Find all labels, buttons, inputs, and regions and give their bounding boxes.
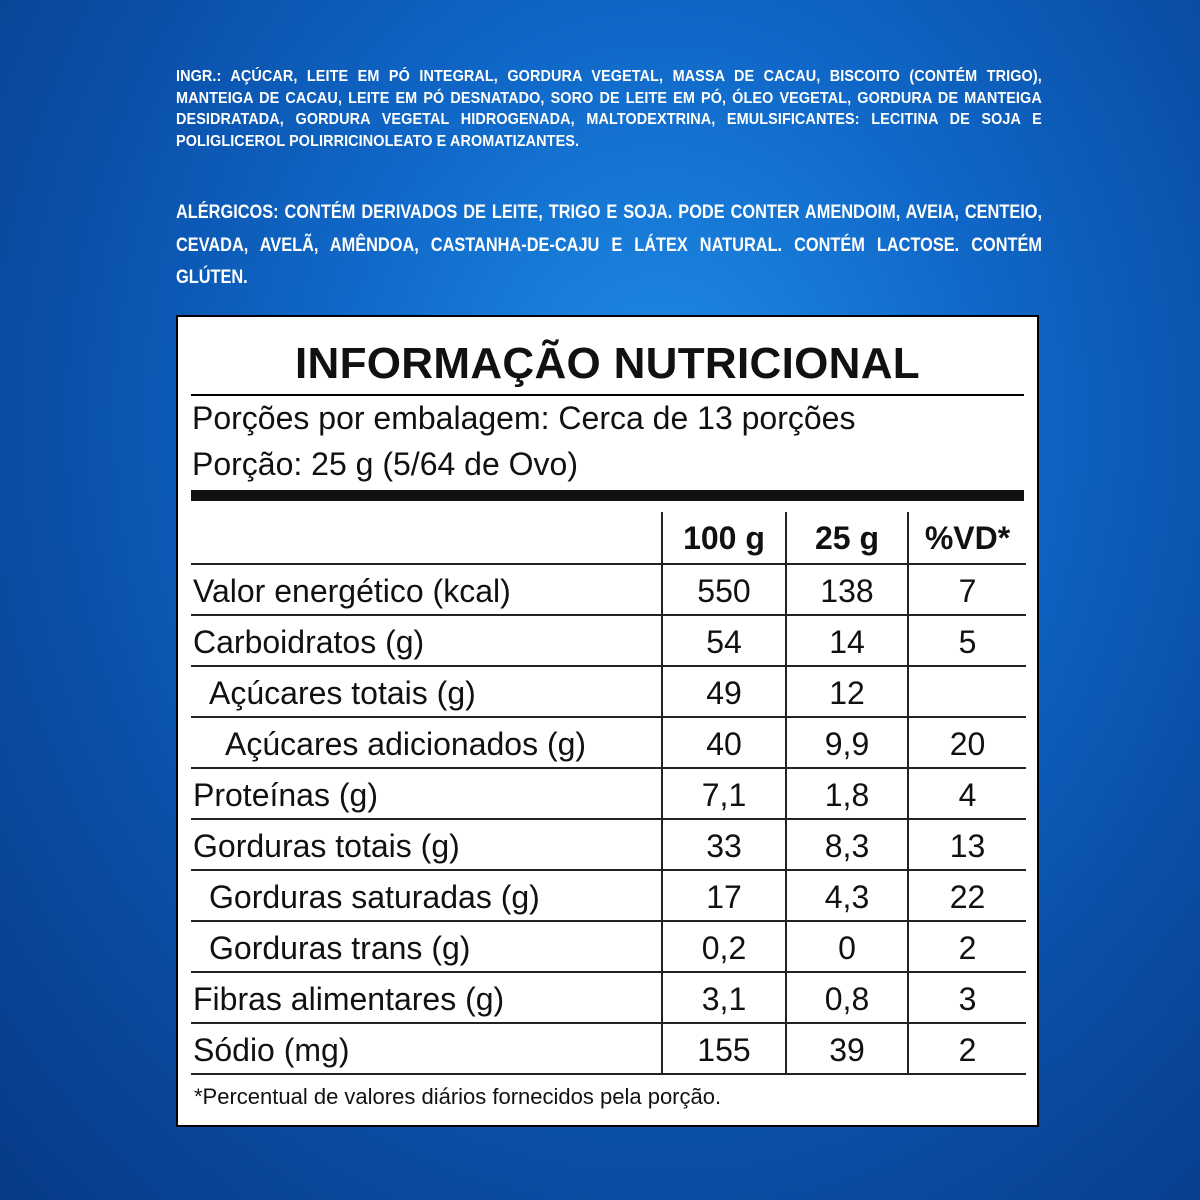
footnote: *Percentual de valores diários fornecidos pela porção. xyxy=(194,1084,722,1109)
value-daily-percent: 2 xyxy=(958,1032,977,1068)
table-row xyxy=(191,718,1026,769)
nutrient-label: Gorduras trans (g) xyxy=(209,930,471,966)
value-per-25g: 138 xyxy=(820,573,874,609)
table-row xyxy=(191,973,1026,1024)
nutrient-label: Açúcares totais (g) xyxy=(209,675,476,711)
value-per-100g: 3,1 xyxy=(701,981,747,1017)
value-daily-percent: 4 xyxy=(958,777,977,813)
nutrient-label: Gorduras totais (g) xyxy=(193,828,460,864)
value-per-100g: 54 xyxy=(706,624,742,660)
value-per-100g: 49 xyxy=(706,675,742,711)
serving-size: Porção: 25 g (5/64 de Ovo) xyxy=(192,446,578,482)
table-row xyxy=(191,922,1026,973)
nutrient-label: Açúcares adicionados (g) xyxy=(225,726,587,762)
value-per-25g: 4,3 xyxy=(824,879,870,915)
table-row xyxy=(191,667,1026,718)
allergens-text: ALÉRGICOS: CONTÉM DERIVADOS DE LEITE, TRIGO E SOJA. PODE CONTER AMENDOIM, AVEIA, CENTEIO, CEVADA, AVELÃ, AMÊNDOA, CASTANHA-DE-CAJU E LÁTEX NATURAL. CONTÉM LACTOSE. CONTÉM GLÚTEN. xyxy=(176,202,1043,288)
table-row xyxy=(191,820,1026,871)
table-row xyxy=(191,1024,1026,1075)
value-per-25g: 12 xyxy=(829,675,865,711)
value-per-25g: 0 xyxy=(838,930,856,966)
value-daily-percent: 2 xyxy=(958,930,977,966)
servings-per-package: Porções por embalagem: Cerca de 13 porções xyxy=(192,400,856,436)
nutrient-label: Proteínas (g) xyxy=(193,777,378,813)
value-daily-percent: 20 xyxy=(949,726,986,762)
value-daily-percent: 3 xyxy=(958,981,977,1017)
nutrient-label: Carboidratos (g) xyxy=(193,624,425,660)
value-daily-percent: 5 xyxy=(958,624,977,660)
header-daily-value: %VD* xyxy=(924,520,1011,556)
value-per-25g: 14 xyxy=(829,624,865,660)
value-per-25g: 39 xyxy=(829,1032,865,1068)
table-bottom-rule xyxy=(191,1073,1026,1075)
value-per-100g: 7,1 xyxy=(701,777,747,813)
value-per-100g: 0,2 xyxy=(701,930,747,966)
value-daily-percent: 22 xyxy=(949,879,986,915)
table-row xyxy=(191,565,1026,616)
nutrient-label: Fibras alimentares (g) xyxy=(193,981,505,1017)
value-per-25g: 1,8 xyxy=(824,777,870,813)
value-per-100g: 33 xyxy=(706,828,742,864)
nutrition-facts-panel xyxy=(176,315,1039,1127)
value-per-100g: 550 xyxy=(697,573,751,609)
value-per-25g: 9,9 xyxy=(824,726,870,762)
table-row xyxy=(191,616,1026,667)
value-per-100g: 155 xyxy=(697,1032,751,1068)
nutrient-label: Gorduras saturadas (g) xyxy=(209,879,540,915)
value-per-100g: 17 xyxy=(706,879,742,915)
header-per-25g: 25 g xyxy=(814,520,880,556)
value-per-100g: 40 xyxy=(706,726,742,762)
value-per-25g: 0,8 xyxy=(824,981,870,1017)
thick-divider xyxy=(191,490,1024,501)
value-daily-percent: 13 xyxy=(949,828,986,864)
title-divider xyxy=(191,394,1024,396)
table-row xyxy=(191,871,1026,922)
ingredients-text: INGR.: AÇÚCAR, LEITE EM PÓ INTEGRAL, GORDURA VEGETAL, MASSA DE CACAU, BISCOITO (CONTÉM TRIGO), MANTEIGA DE CACAU, LEITE EM PÓ DESNATADO, SORO DE LEITE EM PÓ, ÓLEO VEGETAL, GORDURA DE MANTEIGA DESIDRATADA, GORDURA VEGETAL HIDROGENADA, MALTODEXTRINA, EMULSIFICANTES: LECITINA DE SOJA E POLIGLICEROL POLIRRICINOLEATO E AROMATIZANTES. xyxy=(176,68,1042,150)
value-per-25g: 8,3 xyxy=(824,828,870,864)
table-row xyxy=(191,769,1026,820)
nutrient-label: Valor energético (kcal) xyxy=(193,573,511,609)
value-daily-percent: 7 xyxy=(958,573,977,609)
header-per-100g: 100 g xyxy=(683,520,765,556)
nutrition-title: INFORMAÇÃO NUTRICIONAL xyxy=(295,339,920,388)
nutrient-label: Sódio (mg) xyxy=(193,1032,350,1068)
